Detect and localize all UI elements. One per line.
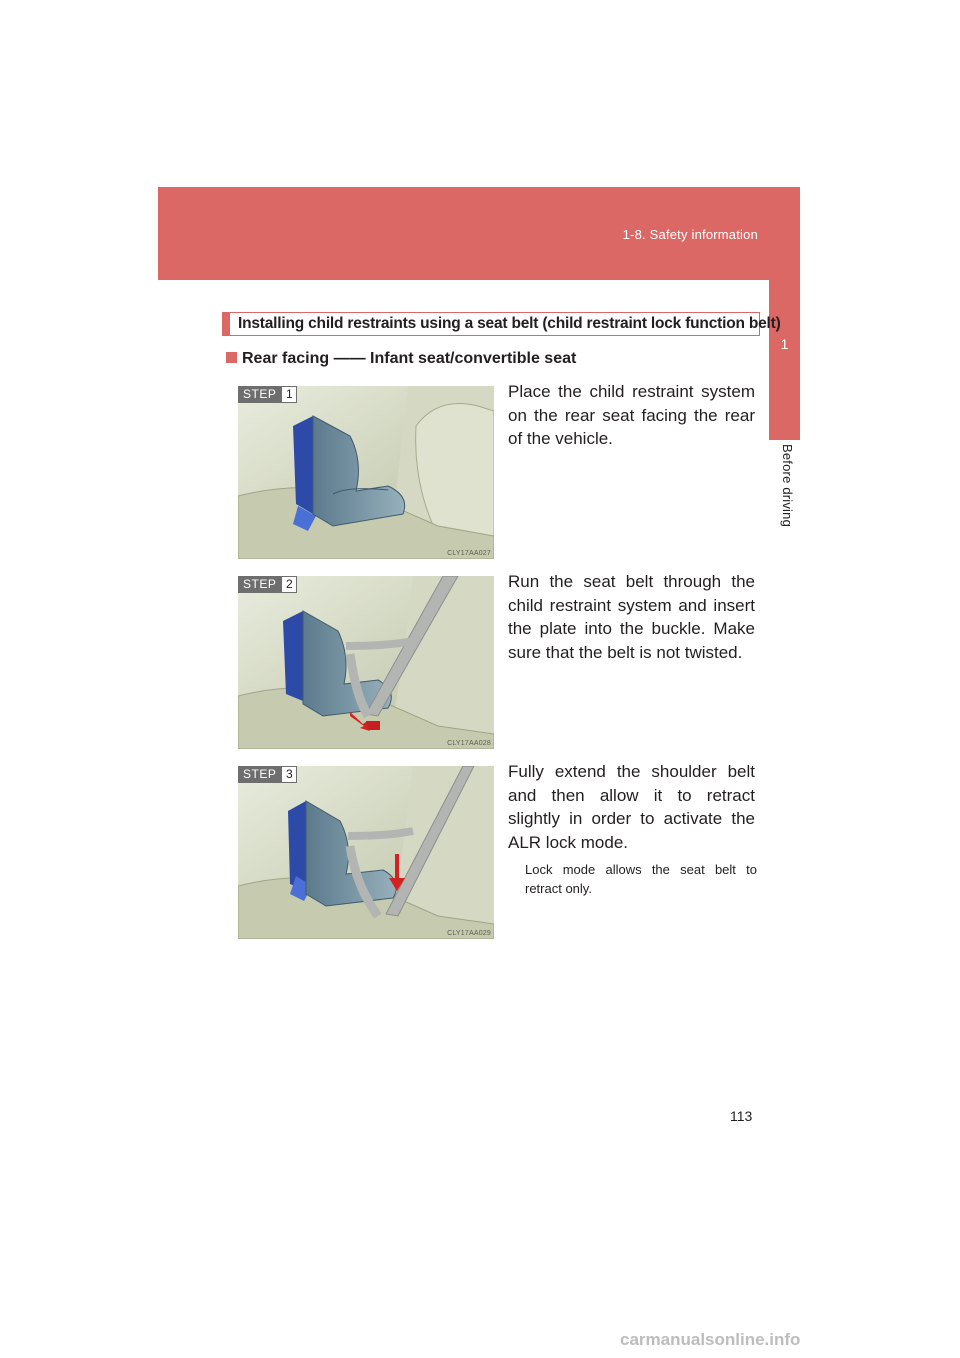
step-number: 1 bbox=[281, 386, 297, 403]
image-code: CLY17AA029 bbox=[447, 930, 491, 937]
chapter-tab bbox=[769, 280, 800, 440]
step-3-text: Fully extend the shoulder belt and then allow it to retract slightly in order to activate the ALR lock mode. bbox=[508, 762, 755, 852]
seat-illustration-1 bbox=[238, 386, 494, 559]
step-1-text: Place the child restraint system on the rear seat facing the rear of the vehicle. bbox=[508, 382, 755, 448]
seat-illustration-2 bbox=[238, 576, 494, 749]
red-square-icon bbox=[226, 352, 237, 363]
subsection-title: Installing child restraints using a seat belt (child restraint lock function belt) bbox=[238, 315, 781, 332]
heading bbox=[226, 350, 576, 368]
heading-text: Rear facing —— Infant seat/convertible seat bbox=[242, 350, 577, 367]
image-code: CLY17AA027 bbox=[447, 550, 491, 557]
step-2-illustration bbox=[238, 576, 494, 749]
step-number: 2 bbox=[281, 576, 297, 593]
image-code: CLY17AA028 bbox=[447, 740, 491, 747]
step-word: STEP bbox=[238, 576, 281, 593]
step-2-label bbox=[238, 576, 297, 593]
watermark: carmanualsonline.info bbox=[620, 1330, 801, 1349]
section-title: 1-8. Safety information bbox=[622, 227, 758, 242]
header-band bbox=[158, 187, 800, 280]
step-3-label bbox=[238, 766, 297, 783]
chapter-number: 1 bbox=[780, 336, 789, 352]
step-1-illustration bbox=[238, 386, 494, 559]
step-2-text: Run the seat belt through the child restraint system and insert the plate into the buckle. Make sure that the belt is not twisted. bbox=[508, 572, 755, 662]
step-word: STEP bbox=[238, 386, 281, 403]
step-number: 3 bbox=[281, 766, 297, 783]
subsection-bar bbox=[222, 312, 781, 336]
step-3-note: Lock mode allows the seat belt to retract only. bbox=[525, 862, 757, 896]
chapter-name: Before driving bbox=[780, 444, 795, 528]
page-number: 113 bbox=[730, 1108, 753, 1124]
seat-illustration-3 bbox=[238, 766, 494, 939]
step-1-label bbox=[238, 386, 297, 403]
step-3-illustration bbox=[238, 766, 494, 939]
step-word: STEP bbox=[238, 766, 281, 783]
